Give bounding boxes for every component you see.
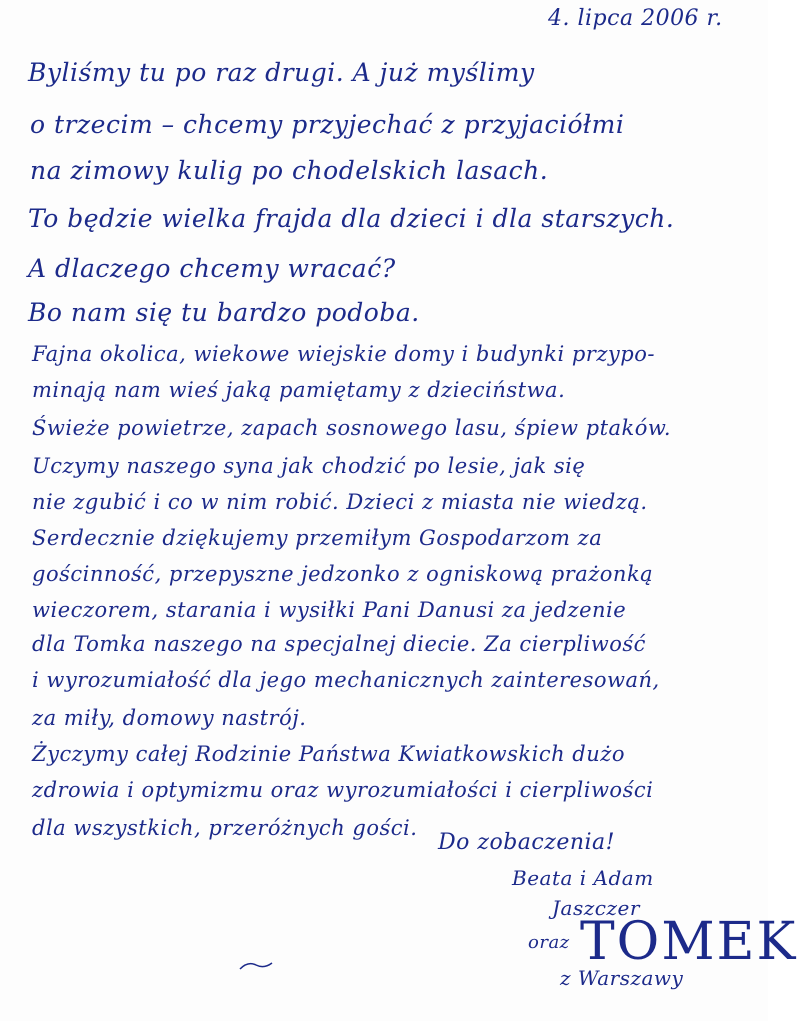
letter-line: dla Tomka naszego na specjalnej diecie. Za cierpliwość bbox=[32, 632, 646, 656]
pen-mark-icon bbox=[238, 955, 278, 975]
letter-line: Bo nam się tu bardzo podoba. bbox=[28, 298, 420, 327]
letter-line: Świeże powietrze, zapach sosnowego lasu, śpiew ptaków. bbox=[32, 416, 672, 440]
letter-line: A dlaczego chcemy wracać? bbox=[28, 254, 396, 283]
letter-line: dla wszystkich, przeróżnych gości. bbox=[32, 816, 418, 840]
letter-line: o trzecim – chcemy przyjechać z przyjaciółmi bbox=[30, 110, 625, 139]
signature-surname: Jaszczer bbox=[552, 896, 640, 920]
letter-date: 4. lipca 2006 r. bbox=[548, 6, 723, 31]
letter-line: gościnność, przepyszne jedzonko z ogniskową prażonką bbox=[32, 562, 654, 586]
signature-oraz: oraz bbox=[528, 932, 570, 953]
letter-line: Serdecznie dziękujemy przemiłym Gospodarzom za bbox=[32, 526, 603, 550]
letter-line: To będzie wielka frajda dla dzieci i dla starszych. bbox=[28, 204, 675, 233]
letter-line: zdrowia i optymizmu oraz wyrozumiałości i cierpliwości bbox=[32, 778, 654, 802]
letter-line: wieczorem, starania i wysiłki Pani Danusi za jedzenie bbox=[32, 598, 627, 622]
signature-place: z Warszawy bbox=[560, 966, 684, 990]
signature-names: Beata i Adam bbox=[512, 866, 654, 890]
letter-line: minają nam wieś jaką pamiętamy z dzieciństwa. bbox=[32, 378, 566, 402]
letter-line: i wyrozumiałość dla jego mechanicznych zainteresowań, bbox=[32, 668, 660, 692]
letter-line: Byliśmy tu po raz drugi. A już myślimy bbox=[28, 58, 535, 87]
letter-line: Uczymy naszego syna jak chodzić po lesie, jak się bbox=[32, 454, 586, 478]
letter-line: za miły, domowy nastrój. bbox=[32, 706, 307, 730]
letter-line: Fajna okolica, wiekowe wiejskie domy i budynki przypo- bbox=[32, 342, 655, 366]
letter-line: na zimowy kulig po chodelskich lasach. bbox=[30, 156, 549, 185]
letter-line: Życzymy całej Rodzinie Państwa Kwiatkowskich dużo bbox=[32, 742, 625, 766]
letter-line: nie zgubić i co w nim robić. Dzieci z miasta nie wiedzą. bbox=[32, 490, 648, 514]
signature-child-name: TOMEK bbox=[580, 912, 797, 972]
letter-closing: Do zobaczenia! bbox=[438, 830, 616, 855]
